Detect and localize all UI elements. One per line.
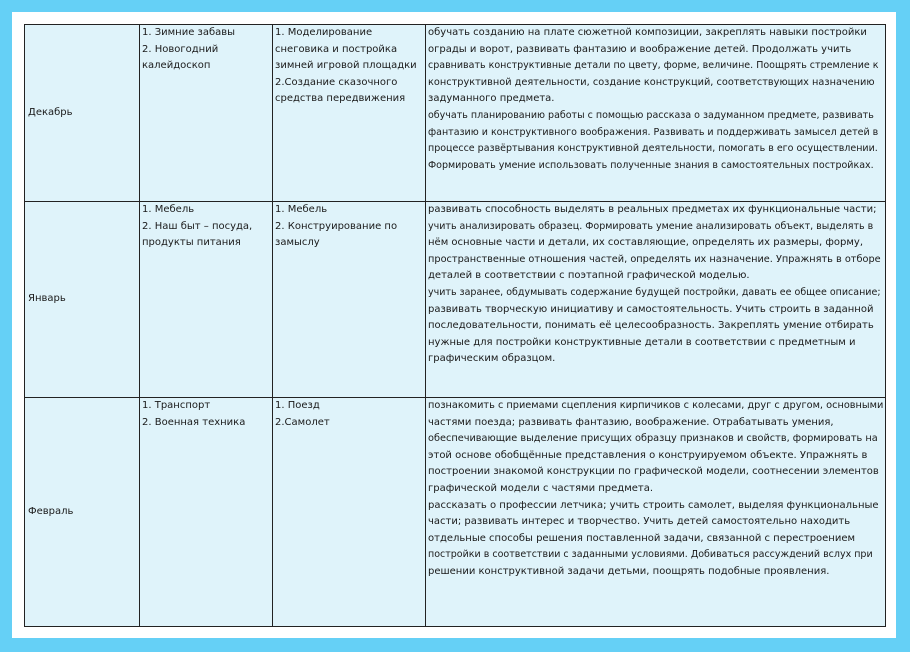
goals-cell: [426, 25, 886, 202]
goal-line: графической модели с частями предмета.: [428, 482, 654, 494]
goal-line: ограды и ворот, развивать фантазию и воображение детей. Продолжать учить: [428, 43, 852, 55]
construction-line: 1. Мебель: [275, 204, 328, 215]
goal-line: обучать планированию работы с помощью рассказа о задуманном предмете, развивать: [428, 109, 874, 121]
goal-line: развивать творческую инициативу и самостоятельность. Учить строить в заданной: [428, 303, 874, 315]
goal-line: постройки в соответствии с заданными условиями. Добиваться рассуждений вслух при: [428, 549, 873, 561]
construction-line: 2. Конструирование по: [275, 220, 398, 232]
table-row: [25, 398, 886, 627]
goal-line: задуманного предмета.: [428, 93, 555, 105]
topic-line: 2. Новогодний: [142, 43, 219, 55]
goal-line: деталей в соответствии с поэтапной графической моделью.: [428, 270, 750, 282]
construction-line: 2.Создание сказочного: [275, 76, 398, 88]
goal-line: нужные для постройки конструктивные детали в соответствии с предметным и: [428, 336, 856, 348]
goal-line: графическим образцом.: [428, 353, 556, 365]
month-label: Февраль: [28, 505, 74, 517]
goal-line: учить анализировать образец. Формировать умение анализировать объект, выделять в: [428, 220, 874, 232]
goal-line: построении знакомой конструкции по графической модели, соотнесении элементов: [428, 466, 879, 478]
construction-line: средства передвижения: [275, 93, 406, 105]
goal-line: обеспечивающие выделение присущих образцу признаков и свойств, формировать на: [428, 433, 878, 445]
month-cell: [25, 202, 140, 398]
topics-cell: [140, 202, 273, 398]
constructions-cell: [273, 25, 426, 202]
goal-line: познакомить с приемами сцепления кирпичиков с колесами, друг с другом, основными: [428, 400, 884, 411]
goal-line: Формировать умение использовать полученные знания в самостоятельных постройках.: [428, 159, 874, 171]
topics-cell: [140, 398, 273, 627]
topic-line: 2. Военная техника: [142, 416, 246, 428]
topic-line: продукты питания: [142, 237, 241, 249]
topic-line: 2. Наш быт – посуда,: [142, 220, 253, 232]
goal-line: этой основе обобщённые представления о конструируемом объекте. Упражнять в: [428, 449, 868, 461]
goal-line: учить заранее, обдумывать содержание будущей постройки, давать ее общее описание;: [428, 286, 881, 298]
construction-line: 1. Моделирование: [275, 27, 373, 38]
goal-line: отдельные способы решения поставленной задачи, связанной с перестроением: [428, 532, 856, 544]
topics-cell: [140, 25, 273, 202]
page-sheet: [12, 12, 896, 638]
goal-line: фантазию и конструктивного воображения. Развивать и поддерживать замысел детей в: [428, 126, 879, 138]
goal-line: нём основные части и детали, их составляющие, определять их размеры, форму,: [428, 237, 864, 249]
topic-line: 1. Зимние забавы: [142, 27, 236, 38]
topic-line: 1. Мебель: [142, 204, 195, 215]
construction-line: замыслу: [275, 237, 320, 249]
goal-line: конструктивной деятельности, создание конструкций, соответствующих назначению: [428, 76, 875, 88]
goals-cell: [426, 398, 886, 627]
lesson-plan-table: [24, 24, 886, 627]
topic-line: калейдоскоп: [142, 60, 211, 72]
month-cell: [25, 398, 140, 627]
goal-line: процессе развёртывания конструктивной деятельности, помогать в его осуществлении.: [428, 143, 878, 155]
goal-line: частями поезда; развивать фантазию, воображение. Отрабатывать умения,: [428, 416, 834, 428]
goal-line: развивать способность выделять в реальных предметах их функциональные части;: [428, 204, 877, 215]
month-cell: [25, 25, 140, 202]
table-row: [25, 25, 886, 202]
goal-line: части; развивать интерес и творчество. Учить детей самостоятельно находить: [428, 516, 851, 528]
goal-line: сравнивать конструктивные детали по цвету, форме, величине. Поощрять стремление к: [428, 60, 879, 72]
construction-line: снеговика и постройка: [275, 43, 398, 55]
month-label: Январь: [28, 293, 66, 305]
month-label: Декабрь: [28, 106, 73, 118]
construction-line: 1. Поезд: [275, 400, 320, 411]
goal-line: рассказать о профессии летчика; учить строить самолет, выделяя функциональные: [428, 499, 879, 511]
goal-line: пространственные отношения частей, определять их назначение. Упражнять в отборе: [428, 253, 881, 265]
goal-line: решении конструктивной задачи детьми, поощрять подобные проявления.: [428, 565, 830, 577]
table-row: [25, 202, 886, 398]
construction-line: 2.Самолет: [275, 416, 330, 428]
construction-line: зимней игровой площадки: [275, 60, 417, 72]
constructions-cell: [273, 398, 426, 627]
topic-line: 1. Транспорт: [142, 400, 211, 411]
constructions-cell: [273, 202, 426, 398]
goal-line: последовательности, понимать её целесообразность. Закреплять умение отбирать: [428, 320, 874, 332]
goal-line: обучать созданию на плате сюжетной композиции, закреплять навыки постройки: [428, 27, 867, 38]
goals-cell: [426, 202, 886, 398]
